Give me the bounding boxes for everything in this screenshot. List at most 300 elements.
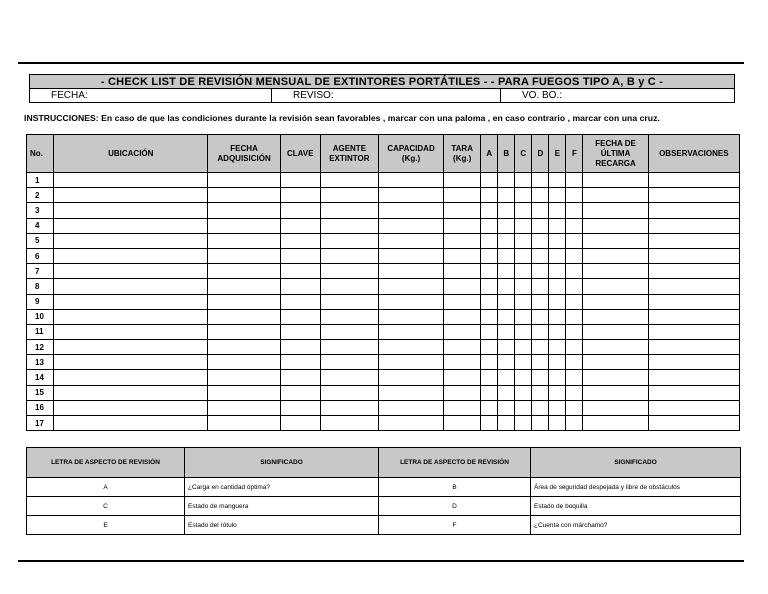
- legend-row: [27, 516, 741, 535]
- table-cell[interactable]: [532, 370, 549, 385]
- col-capacidad: CAPACIDAD (Kg.): [378, 135, 443, 173]
- table-cell[interactable]: [208, 294, 280, 309]
- legend-row: [27, 497, 741, 516]
- table-cell[interactable]: [549, 385, 566, 400]
- table-cell[interactable]: [583, 264, 648, 279]
- table-cell[interactable]: [444, 173, 481, 188]
- table-cell[interactable]: [481, 340, 498, 355]
- table-cell[interactable]: [378, 173, 443, 188]
- table-cell[interactable]: [583, 188, 648, 203]
- row-number: 11: [27, 324, 54, 339]
- table-cell[interactable]: [54, 309, 208, 324]
- table-cell[interactable]: [566, 218, 583, 233]
- col-f: F: [566, 135, 583, 173]
- table-cell[interactable]: [566, 416, 583, 431]
- table-cell[interactable]: [583, 173, 648, 188]
- legend-table: [26, 447, 741, 535]
- table-cell[interactable]: [515, 279, 532, 294]
- table-cell[interactable]: [515, 218, 532, 233]
- table-cell[interactable]: [378, 248, 443, 263]
- table-cell[interactable]: [378, 294, 443, 309]
- reviso-field[interactable]: REVISO:: [272, 89, 501, 102]
- fecha-field[interactable]: FECHA:: [30, 89, 272, 102]
- table-cell[interactable]: [444, 324, 481, 339]
- table-cell[interactable]: [583, 416, 648, 431]
- table-cell[interactable]: [208, 173, 280, 188]
- table-cell[interactable]: [378, 279, 443, 294]
- table-row: [27, 340, 740, 355]
- table-cell[interactable]: [515, 309, 532, 324]
- col-a: A: [481, 135, 498, 173]
- table-cell[interactable]: [648, 203, 739, 218]
- table-cell[interactable]: [280, 324, 320, 339]
- table-cell[interactable]: [208, 385, 280, 400]
- table-cell[interactable]: [566, 248, 583, 263]
- form-title: - CHECK LIST DE REVISIÓN MENSUAL DE EXTINTORES PORTÁTILES - - PARA FUEGOS TIPO A, B y C -: [29, 74, 735, 89]
- table-cell[interactable]: [532, 340, 549, 355]
- legend-letter-header: LETRA DE ASPECTO DE REVISIÓN: [27, 448, 185, 478]
- table-cell[interactable]: [566, 188, 583, 203]
- table-cell[interactable]: [280, 203, 320, 218]
- table-cell[interactable]: [444, 264, 481, 279]
- table-cell[interactable]: [566, 173, 583, 188]
- table-cell[interactable]: [481, 173, 498, 188]
- table-cell[interactable]: [481, 416, 498, 431]
- col-d: D: [532, 135, 549, 173]
- table-cell[interactable]: [549, 400, 566, 415]
- table-cell[interactable]: [498, 218, 515, 233]
- table-row: [27, 218, 740, 233]
- table-cell[interactable]: [54, 400, 208, 415]
- table-cell[interactable]: [498, 340, 515, 355]
- table-cell[interactable]: [378, 355, 443, 370]
- table-cell[interactable]: [532, 309, 549, 324]
- table-cell[interactable]: [549, 294, 566, 309]
- table-cell[interactable]: [498, 324, 515, 339]
- table-cell[interactable]: [280, 294, 320, 309]
- table-cell[interactable]: [378, 324, 443, 339]
- col-no: No.: [27, 135, 54, 173]
- table-cell[interactable]: [515, 203, 532, 218]
- table-cell[interactable]: [444, 233, 481, 248]
- table-cell[interactable]: [498, 279, 515, 294]
- table-cell[interactable]: [378, 340, 443, 355]
- col-fecha-recarga: FECHA DE ÚLTIMA RECARGA: [583, 135, 648, 173]
- table-cell[interactable]: [532, 294, 549, 309]
- table-cell[interactable]: [549, 309, 566, 324]
- table-cell[interactable]: [481, 309, 498, 324]
- table-cell[interactable]: [54, 294, 208, 309]
- table-cell[interactable]: [532, 355, 549, 370]
- table-cell[interactable]: [532, 173, 549, 188]
- table-cell[interactable]: [378, 218, 443, 233]
- table-cell[interactable]: [498, 385, 515, 400]
- table-cell[interactable]: [549, 340, 566, 355]
- table-cell[interactable]: [444, 218, 481, 233]
- col-b: B: [498, 135, 515, 173]
- table-cell[interactable]: [54, 416, 208, 431]
- table-cell[interactable]: [566, 279, 583, 294]
- table-cell[interactable]: [444, 370, 481, 385]
- table-cell[interactable]: [532, 324, 549, 339]
- table-cell[interactable]: [498, 309, 515, 324]
- table-cell[interactable]: [648, 385, 739, 400]
- table-cell[interactable]: [515, 294, 532, 309]
- table-cell[interactable]: [378, 416, 443, 431]
- table-cell[interactable]: [208, 188, 280, 203]
- table-cell[interactable]: [208, 400, 280, 415]
- table-cell[interactable]: [54, 218, 208, 233]
- table-cell[interactable]: [549, 416, 566, 431]
- table-cell[interactable]: [566, 324, 583, 339]
- table-cell[interactable]: [320, 264, 378, 279]
- table-cell[interactable]: [481, 233, 498, 248]
- table-cell[interactable]: [648, 173, 739, 188]
- table-cell[interactable]: [498, 355, 515, 370]
- table-cell[interactable]: [648, 233, 739, 248]
- table-cell[interactable]: [320, 355, 378, 370]
- table-cell[interactable]: [444, 279, 481, 294]
- table-cell[interactable]: [566, 309, 583, 324]
- table-cell[interactable]: [54, 264, 208, 279]
- table-cell[interactable]: [378, 203, 443, 218]
- table-cell[interactable]: [280, 355, 320, 370]
- table-cell[interactable]: [378, 233, 443, 248]
- table-cell[interactable]: [444, 340, 481, 355]
- table-cell[interactable]: [549, 370, 566, 385]
- table-cell[interactable]: [566, 385, 583, 400]
- table-cell[interactable]: [648, 294, 739, 309]
- table-cell[interactable]: [498, 173, 515, 188]
- table-cell[interactable]: [583, 203, 648, 218]
- table-cell[interactable]: [378, 309, 443, 324]
- table-cell[interactable]: [444, 188, 481, 203]
- legend-meaning: ¿Cuenta con márchamo?: [531, 516, 741, 535]
- table-cell[interactable]: [320, 416, 378, 431]
- table-cell[interactable]: [320, 385, 378, 400]
- table-cell[interactable]: [208, 355, 280, 370]
- table-cell[interactable]: [280, 385, 320, 400]
- table-cell[interactable]: [378, 264, 443, 279]
- table-cell[interactable]: [583, 355, 648, 370]
- table-cell[interactable]: [498, 400, 515, 415]
- table-cell[interactable]: [648, 248, 739, 263]
- table-cell[interactable]: [515, 400, 532, 415]
- row-number: 6: [27, 248, 54, 263]
- table-cell[interactable]: [320, 324, 378, 339]
- table-cell[interactable]: [515, 416, 532, 431]
- table-cell[interactable]: [280, 400, 320, 415]
- table-cell[interactable]: [54, 203, 208, 218]
- table-row: [27, 324, 740, 339]
- table-row: [27, 264, 740, 279]
- table-cell[interactable]: [320, 400, 378, 415]
- table-cell[interactable]: [280, 279, 320, 294]
- col-clave: CLAVE: [280, 135, 320, 173]
- legend-header-row: [27, 448, 741, 478]
- table-cell[interactable]: [481, 370, 498, 385]
- table-cell[interactable]: [532, 279, 549, 294]
- table-cell[interactable]: [498, 264, 515, 279]
- legend-meaning: Área de seguridad despejada y libre de obstáculos: [531, 478, 741, 497]
- table-cell[interactable]: [532, 218, 549, 233]
- table-cell[interactable]: [648, 340, 739, 355]
- table-cell[interactable]: [481, 264, 498, 279]
- table-cell[interactable]: [54, 370, 208, 385]
- table-cell[interactable]: [515, 264, 532, 279]
- table-cell[interactable]: [549, 173, 566, 188]
- table-cell[interactable]: [444, 400, 481, 415]
- table-cell[interactable]: [208, 340, 280, 355]
- row-number: 7: [27, 264, 54, 279]
- table-cell[interactable]: [444, 416, 481, 431]
- table-row: [27, 203, 740, 218]
- table-cell[interactable]: [515, 188, 532, 203]
- table-cell[interactable]: [280, 340, 320, 355]
- table-cell[interactable]: [566, 233, 583, 248]
- row-number: 17: [27, 416, 54, 431]
- table-cell[interactable]: [444, 248, 481, 263]
- table-cell[interactable]: [481, 324, 498, 339]
- table-cell[interactable]: [320, 188, 378, 203]
- legend-row: [27, 478, 741, 497]
- table-cell[interactable]: [566, 203, 583, 218]
- table-cell[interactable]: [208, 279, 280, 294]
- table-cell[interactable]: [566, 294, 583, 309]
- table-cell[interactable]: [208, 264, 280, 279]
- table-cell[interactable]: [54, 188, 208, 203]
- table-cell[interactable]: [583, 324, 648, 339]
- table-cell[interactable]: [320, 340, 378, 355]
- table-cell[interactable]: [515, 370, 532, 385]
- table-cell[interactable]: [444, 309, 481, 324]
- table-cell[interactable]: [515, 233, 532, 248]
- top-rule: [18, 62, 744, 64]
- table-cell[interactable]: [498, 188, 515, 203]
- table-cell[interactable]: [54, 340, 208, 355]
- table-row: [27, 370, 740, 385]
- table-cell[interactable]: [549, 203, 566, 218]
- table-cell[interactable]: [515, 340, 532, 355]
- table-cell[interactable]: [583, 233, 648, 248]
- table-cell[interactable]: [444, 294, 481, 309]
- col-observaciones: OBSERVACIONES: [648, 135, 739, 173]
- table-cell[interactable]: [515, 355, 532, 370]
- table-cell[interactable]: [498, 416, 515, 431]
- row-number: 12: [27, 340, 54, 355]
- table-cell[interactable]: [208, 416, 280, 431]
- table-cell[interactable]: [648, 355, 739, 370]
- table-cell[interactable]: [532, 385, 549, 400]
- table-cell[interactable]: [566, 340, 583, 355]
- table-cell[interactable]: [208, 203, 280, 218]
- table-cell[interactable]: [515, 385, 532, 400]
- table-cell[interactable]: [498, 370, 515, 385]
- table-cell[interactable]: [481, 385, 498, 400]
- table-cell[interactable]: [515, 324, 532, 339]
- table-cell[interactable]: [54, 279, 208, 294]
- table-cell[interactable]: [208, 218, 280, 233]
- legend-meaning-header: SIGNIFICADO: [531, 448, 741, 478]
- table-cell[interactable]: [648, 264, 739, 279]
- table-cell[interactable]: [280, 416, 320, 431]
- table-cell[interactable]: [648, 324, 739, 339]
- legend-letter-header: LETRA DE ASPECTO DE REVISIÓN: [379, 448, 531, 478]
- table-row: [27, 416, 740, 431]
- table-cell[interactable]: [208, 324, 280, 339]
- table-cell[interactable]: [54, 233, 208, 248]
- table-cell[interactable]: [481, 279, 498, 294]
- legend-meaning: Estado de boquilla: [531, 497, 741, 516]
- table-cell[interactable]: [648, 279, 739, 294]
- table-cell[interactable]: [54, 385, 208, 400]
- table-cell[interactable]: [280, 218, 320, 233]
- table-cell[interactable]: [444, 203, 481, 218]
- checklist-table: [26, 134, 740, 431]
- table-cell[interactable]: [320, 309, 378, 324]
- table-cell[interactable]: [515, 248, 532, 263]
- table-cell[interactable]: [583, 248, 648, 263]
- row-number: 3: [27, 203, 54, 218]
- table-cell[interactable]: [549, 324, 566, 339]
- table-row: [27, 355, 740, 370]
- table-cell[interactable]: [583, 218, 648, 233]
- table-cell[interactable]: [532, 416, 549, 431]
- table-cell[interactable]: [280, 248, 320, 263]
- table-cell[interactable]: [378, 188, 443, 203]
- col-c: C: [515, 135, 532, 173]
- table-row: [27, 279, 740, 294]
- table-cell[interactable]: [320, 248, 378, 263]
- table-cell[interactable]: [532, 248, 549, 263]
- table-cell[interactable]: [648, 188, 739, 203]
- table-cell[interactable]: [320, 370, 378, 385]
- col-e: E: [549, 135, 566, 173]
- table-cell[interactable]: [378, 400, 443, 415]
- table-cell[interactable]: [583, 279, 648, 294]
- table-cell[interactable]: [549, 188, 566, 203]
- row-number: 1: [27, 173, 54, 188]
- table-cell[interactable]: [648, 416, 739, 431]
- table-cell[interactable]: [549, 218, 566, 233]
- table-cell[interactable]: [208, 370, 280, 385]
- table-cell[interactable]: [549, 264, 566, 279]
- table-cell[interactable]: [320, 173, 378, 188]
- table-cell[interactable]: [280, 173, 320, 188]
- table-cell[interactable]: [208, 248, 280, 263]
- table-row: [27, 294, 740, 309]
- row-number: 14: [27, 370, 54, 385]
- col-fecha-adquisicion: FECHA ADQUISICIÓN: [208, 135, 280, 173]
- table-cell[interactable]: [481, 188, 498, 203]
- table-cell[interactable]: [498, 203, 515, 218]
- table-cell[interactable]: [280, 309, 320, 324]
- table-cell[interactable]: [532, 400, 549, 415]
- table-cell[interactable]: [280, 233, 320, 248]
- table-cell[interactable]: [320, 279, 378, 294]
- table-cell[interactable]: [54, 248, 208, 263]
- row-number: 8: [27, 279, 54, 294]
- table-cell[interactable]: [566, 355, 583, 370]
- table-cell[interactable]: [280, 370, 320, 385]
- table-cell[interactable]: [648, 400, 739, 415]
- legend-meaning: Estado de manguera: [185, 497, 379, 516]
- table-cell[interactable]: [583, 400, 648, 415]
- legend-letter: D: [379, 497, 531, 516]
- table-cell[interactable]: [208, 309, 280, 324]
- table-cell[interactable]: [583, 340, 648, 355]
- legend-letter: B: [379, 478, 531, 497]
- col-agente-extintor: AGENTE EXTINTOR: [320, 135, 378, 173]
- table-cell[interactable]: [549, 355, 566, 370]
- table-cell[interactable]: [583, 309, 648, 324]
- bottom-rule: [18, 560, 744, 562]
- table-cell[interactable]: [444, 385, 481, 400]
- table-header-row: [27, 135, 740, 173]
- table-cell[interactable]: [378, 385, 443, 400]
- table-cell[interactable]: [444, 355, 481, 370]
- instructions-text: : En caso de que las condiciones durante la revisión sean favorables , marcar con una paloma , en caso contrario , marcar con una cruz.: [95, 113, 660, 123]
- table-cell[interactable]: [583, 385, 648, 400]
- table-row: [27, 233, 740, 248]
- row-number: 15: [27, 385, 54, 400]
- row-number: 13: [27, 355, 54, 370]
- table-cell[interactable]: [481, 218, 498, 233]
- table-cell[interactable]: [54, 173, 208, 188]
- table-row: [27, 248, 740, 263]
- table-cell[interactable]: [648, 309, 739, 324]
- table-cell[interactable]: [280, 264, 320, 279]
- table-cell[interactable]: [498, 294, 515, 309]
- table-cell[interactable]: [54, 355, 208, 370]
- table-cell[interactable]: [498, 233, 515, 248]
- table-cell[interactable]: [320, 203, 378, 218]
- table-cell[interactable]: [481, 203, 498, 218]
- table-cell[interactable]: [280, 188, 320, 203]
- vobo-field[interactable]: VO. BO.:: [522, 90, 563, 101]
- table-cell[interactable]: [320, 294, 378, 309]
- table-cell[interactable]: [208, 233, 280, 248]
- table-row: [27, 400, 740, 415]
- table-cell[interactable]: [320, 233, 378, 248]
- table-cell[interactable]: [583, 294, 648, 309]
- table-cell[interactable]: [320, 218, 378, 233]
- table-cell[interactable]: [648, 218, 739, 233]
- table-cell[interactable]: [378, 370, 443, 385]
- table-cell[interactable]: [498, 248, 515, 263]
- table-cell[interactable]: [549, 248, 566, 263]
- table-cell[interactable]: [566, 264, 583, 279]
- table-cell[interactable]: [481, 355, 498, 370]
- table-cell[interactable]: [532, 264, 549, 279]
- table-cell[interactable]: [515, 173, 532, 188]
- table-cell[interactable]: [481, 248, 498, 263]
- table-cell[interactable]: [549, 279, 566, 294]
- table-cell[interactable]: [54, 324, 208, 339]
- legend-letter: C: [27, 497, 185, 516]
- table-cell[interactable]: [532, 188, 549, 203]
- table-cell[interactable]: [481, 400, 498, 415]
- table-cell[interactable]: [583, 370, 648, 385]
- table-cell[interactable]: [481, 294, 498, 309]
- table-cell[interactable]: [532, 203, 549, 218]
- table-cell[interactable]: [648, 370, 739, 385]
- table-cell[interactable]: [566, 400, 583, 415]
- table-cell[interactable]: [566, 370, 583, 385]
- row-number: 16: [27, 400, 54, 415]
- table-cell[interactable]: [532, 233, 549, 248]
- table-cell[interactable]: [549, 233, 566, 248]
